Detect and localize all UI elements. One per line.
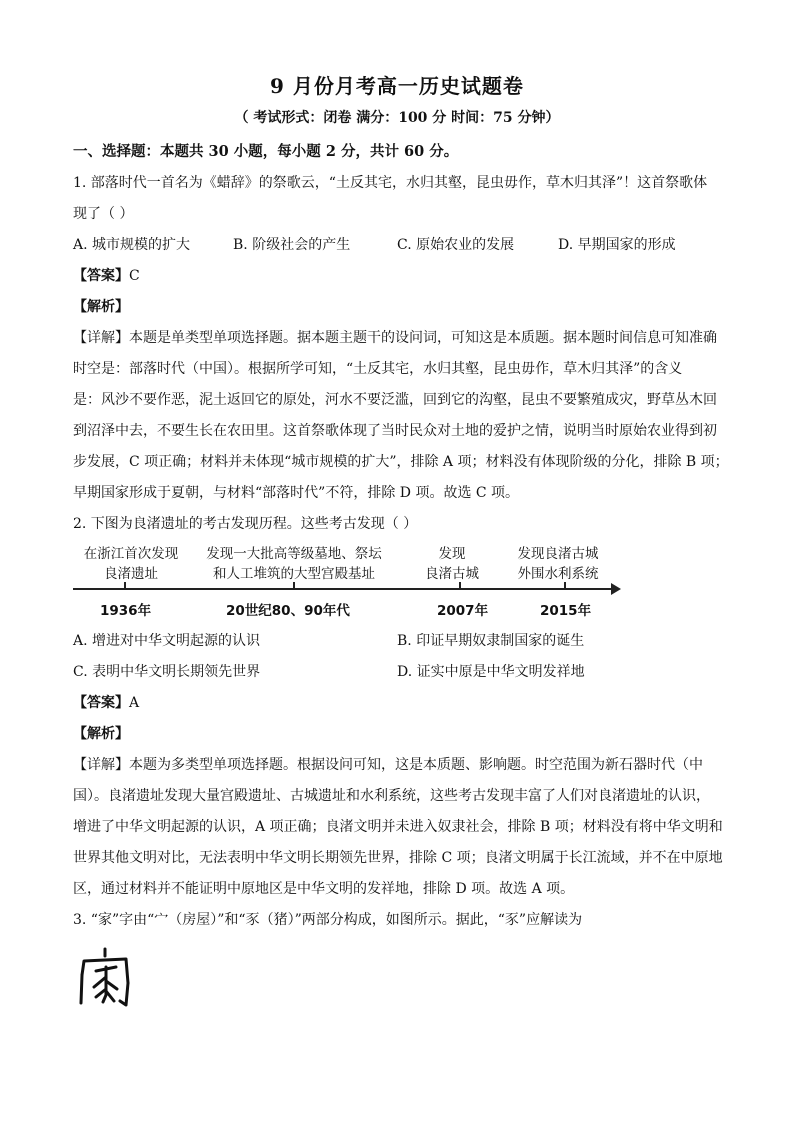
- answer-tag: 【答案】: [73, 695, 129, 711]
- exam-title: 9 月份月考高一历史试题卷: [270, 74, 524, 98]
- q1-analysis-tag: 【解析】: [73, 299, 129, 315]
- q1-detail-line: 步发展，C 项正确；材料并未体现“城市规模的扩大”，排除 A 项；材料没有体现阶级的分化，排除 B 项；: [73, 454, 729, 470]
- q2-detail-line: 国）。良渚遗址发现大量宫殿遗址、古城遗址和水利系统，这些考古发现丰富了人们对良渚遗址的认识，: [73, 788, 710, 804]
- q1-option-a: A. 城市规模的扩大: [73, 237, 191, 253]
- q2-detail-line: 区，通过材料并不能证明中原地区是中华文明的发祥地，排除 D 项。故选 A 项。: [73, 881, 575, 897]
- exam-subtitle: （ 考试形式：闭卷 满分：100 分 时间：75 分钟）: [234, 110, 560, 126]
- oracle-bone-jia-character-icon: [76, 945, 136, 1010]
- q2-option-b: B. 印证早期奴隶制国家的诞生: [397, 633, 585, 649]
- q1-detail-line: 早期国家形成于夏朝，与材料“部落时代”不符，排除 D 项。故选 C 项。: [73, 485, 520, 501]
- q1-option-c: C. 原始农业的发展: [397, 237, 515, 253]
- timeline-tick: [124, 582, 126, 589]
- q2-detail-line: 【详解】本题为多类型单项选择题。根据设问可知，这是本质题、影响题。时空范围为新石器时代（中: [73, 757, 703, 773]
- timeline-tick: [459, 582, 461, 589]
- q1-stem-cont: 现了（ ）: [73, 206, 134, 222]
- timeline-arrow-icon: [611, 583, 621, 595]
- q2-option-c: C. 表明中华文明长期领先世界: [73, 664, 261, 680]
- q2-answer: [73, 692, 139, 712]
- q1-stem: 1. 部落时代一首名为《蜡辞》的祭歌云，“土反其宅，水归其壑，昆虫毋作，草木归其泽”！这首祭歌体: [73, 175, 708, 191]
- section-heading: 一、选择题：本题共 30 小题，每小题 2 分，共计 60 分。: [73, 143, 459, 160]
- timeline-event: 发现 良渚古城: [425, 546, 479, 582]
- answer-value: C: [129, 268, 140, 284]
- timeline-event: 发现良渚古城 外围水利系统: [517, 546, 599, 582]
- timeline-event: 发现一大批高等级墓地、祭坛 和人工堆筑的大型宫殿基址: [206, 546, 382, 582]
- q1-detail-line: 【详解】本题是单类型单项选择题。据本题主题干的设问词，可知这是本质题。据本题时间信息可知准确: [73, 330, 717, 346]
- q1-detail-line: 时空是：部落时代（中国）。根据所学可知，“土反其宅，水归其壑，昆虫毋作，草木归其泽”的含义: [73, 361, 683, 377]
- q1-detail-line: 到沼泽中去，不要生长在农田里。这首祭歌体现了当时民众对土地的爱护之情，说明当时原始农业得到初: [73, 423, 717, 439]
- timeline-tick: [293, 582, 295, 589]
- timeline-year: 2007年: [437, 603, 489, 619]
- timeline-event: 在浙江首次发现 良渚遗址: [83, 546, 179, 582]
- q1-answer: [73, 265, 140, 285]
- timeline-year: 1936年: [100, 603, 152, 619]
- timeline-year: 20世纪80、90年代: [226, 603, 350, 619]
- q2-stem: 2. 下图为良渚遗址的考古发现历程。这些考古发现（ ）: [73, 516, 418, 532]
- timeline-tick: [564, 582, 566, 589]
- q2-detail-line: 增进了中华文明起源的认识，A 项正确；良渚文明并未进入奴隶社会，排除 B 项；材料没有将中华文明和: [73, 819, 723, 835]
- q2-analysis-tag: 【解析】: [73, 726, 129, 742]
- q2-detail-line: 世界其他文明对比，无法表明中华文明长期领先世界，排除 C 项；良渚文明属于长江流域，并不在中原地: [73, 850, 723, 866]
- answer-value: A: [129, 695, 140, 711]
- q3-stem: 3. “家”字由“宀（房屋）”和“豕（猪）”两部分构成，如图所示。据此，“豕”应解读为: [73, 912, 583, 928]
- q1-option-d: D. 早期国家的形成: [558, 237, 676, 253]
- q2-option-a: A. 增进对中华文明起源的认识: [73, 633, 261, 649]
- timeline-year: 2015年: [540, 603, 592, 619]
- q1-option-b: B. 阶级社会的产生: [233, 237, 351, 253]
- q1-detail-line: 是：风沙不要作恶，泥土返回它的原处，河水不要泛滥，回到它的沟壑，昆虫不要繁殖成灾，野草丛木回: [73, 392, 717, 408]
- timeline-axis: [73, 588, 613, 590]
- answer-tag: 【答案】: [73, 268, 129, 284]
- q2-option-d: D. 证实中原是中华文明发祥地: [397, 664, 585, 680]
